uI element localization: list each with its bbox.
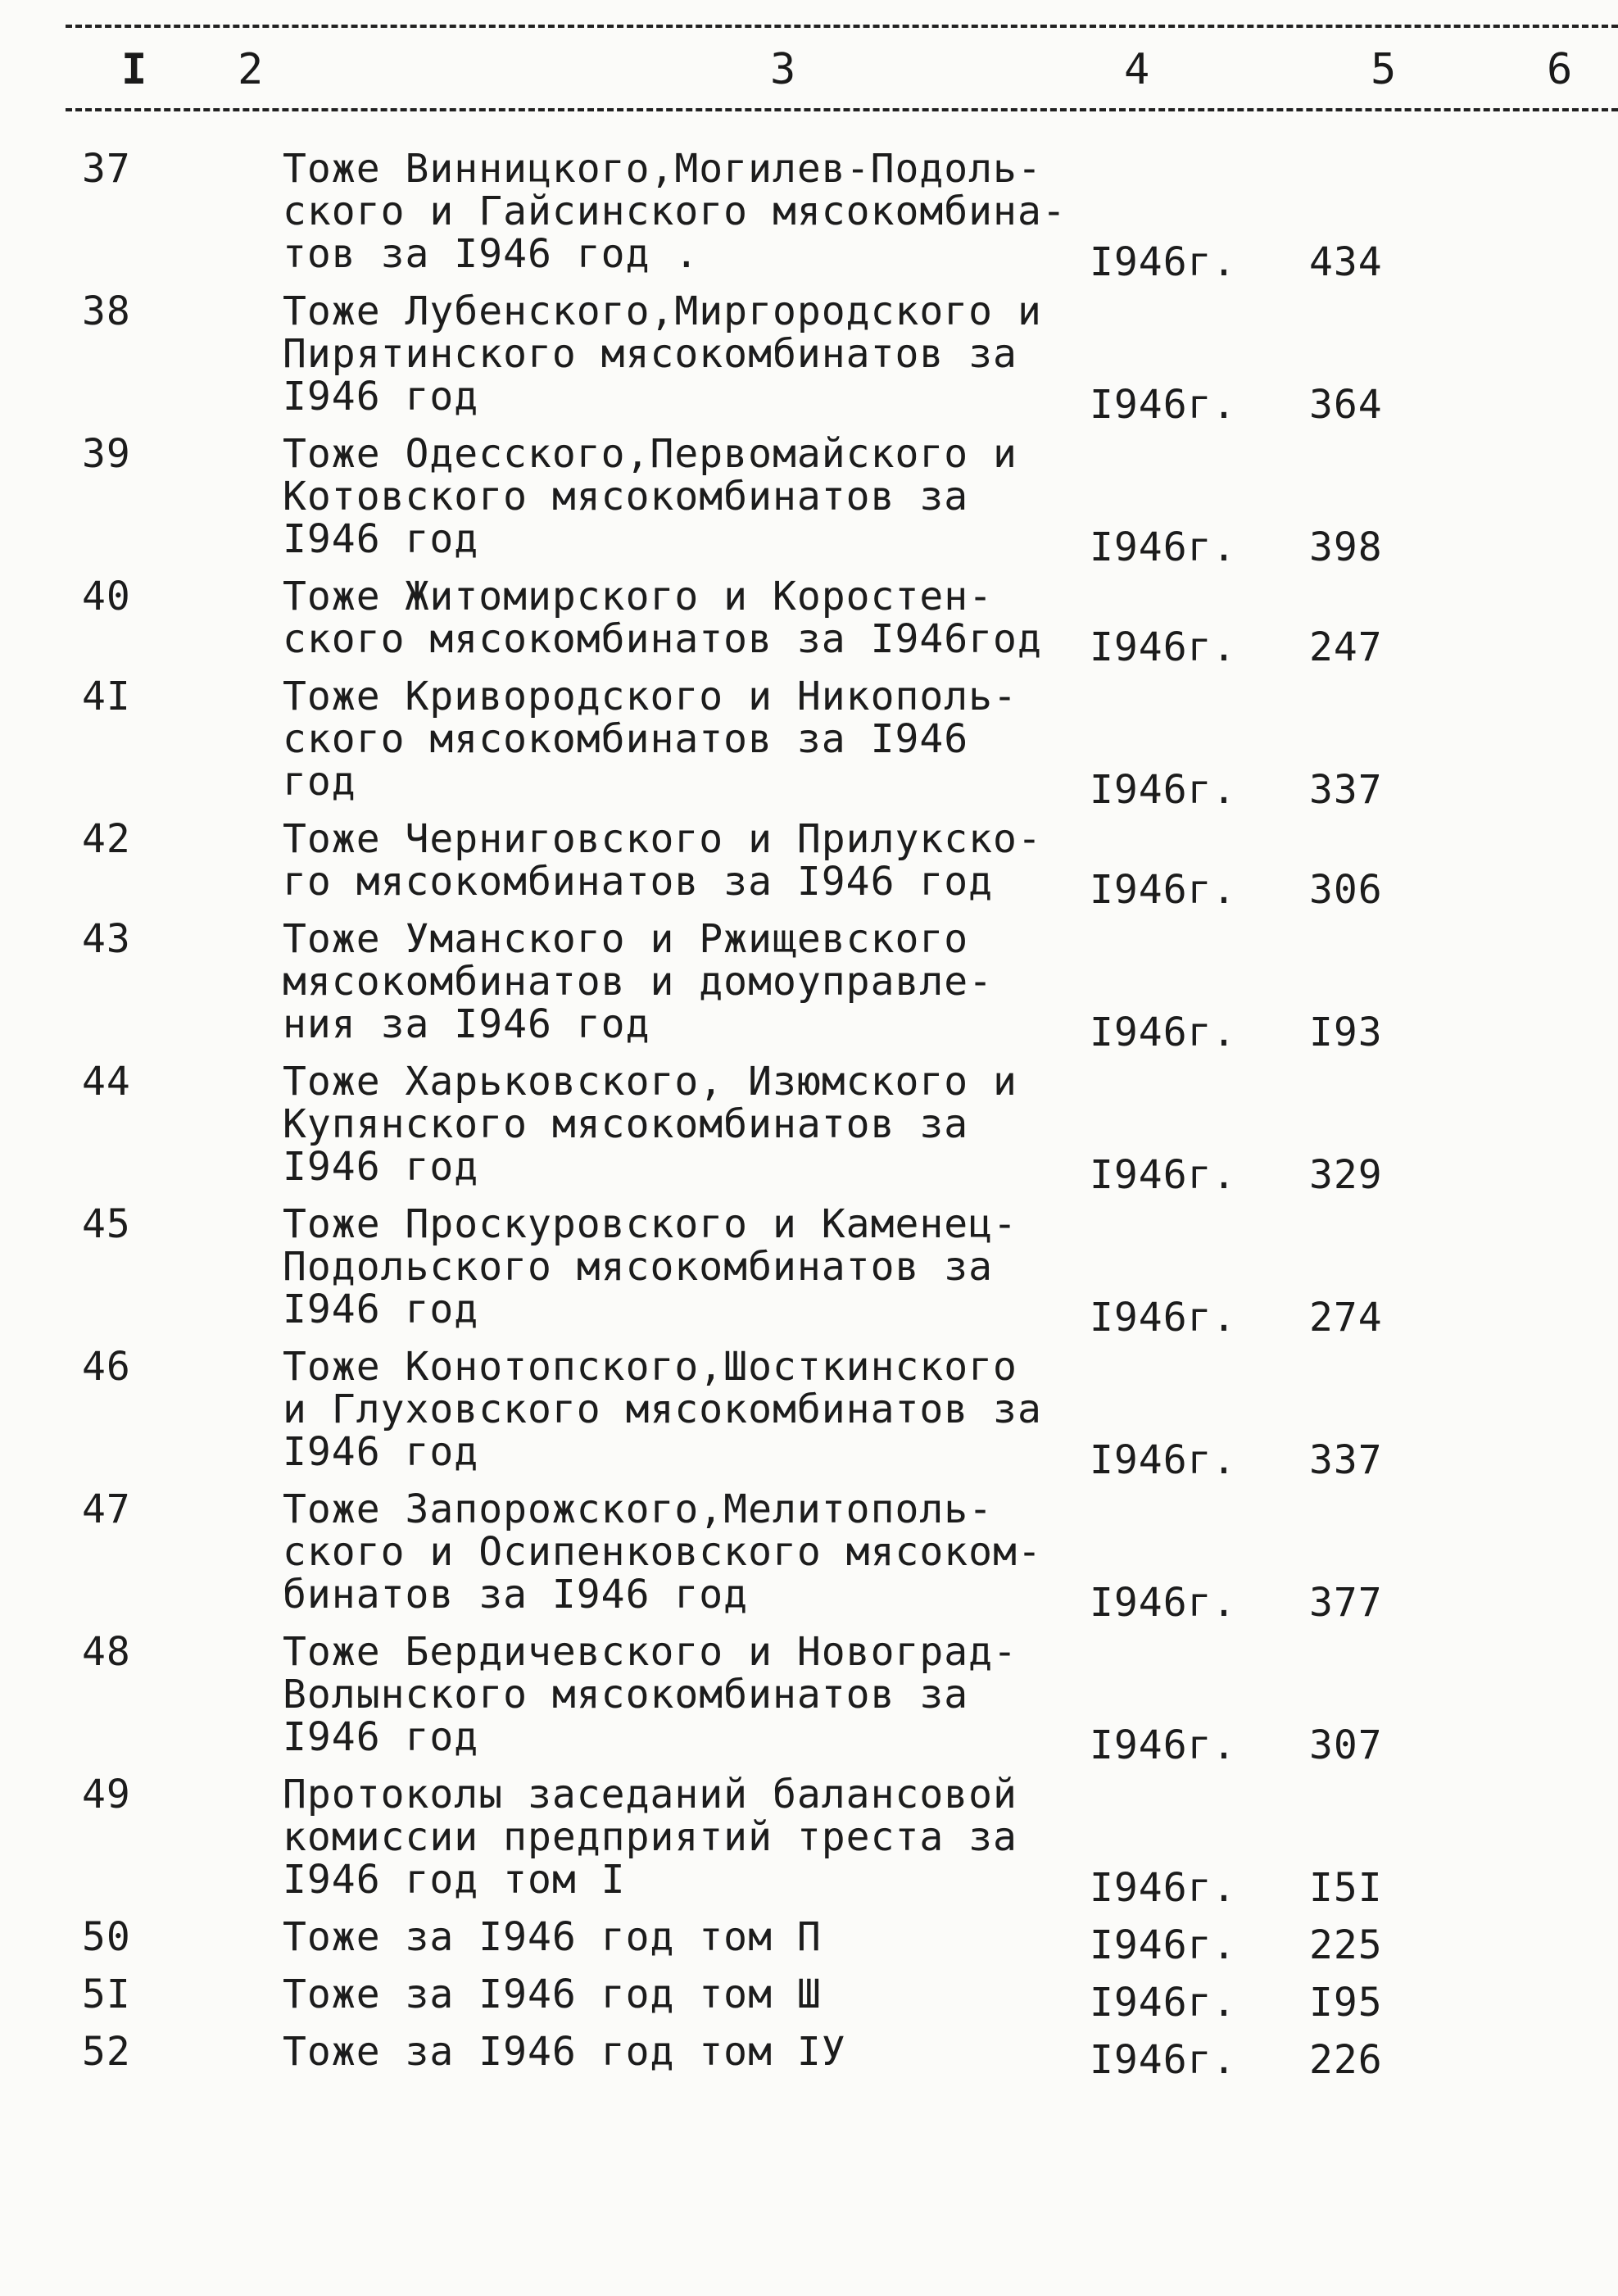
row-number: 50 (82, 1914, 131, 1960)
table-row (0, 1916, 1618, 1973)
row-date: I946г. (1090, 239, 1237, 285)
row-number: 4I (82, 674, 131, 719)
table-row (0, 918, 1618, 1060)
description-line: Тоже Запорожского,Мелитополь- (283, 1486, 994, 1532)
row-number: 49 (82, 1772, 131, 1817)
row-date: I946г. (1090, 382, 1237, 428)
row-sheet-count: I93 (1309, 1010, 1383, 1055)
row-number: 5I (82, 1972, 131, 2017)
description-line: тов за I946 год . (283, 231, 700, 277)
row-date: I946г. (1090, 1922, 1237, 1968)
description-line: Тоже Житомирского и Коростен- (283, 574, 994, 619)
row-description (283, 1631, 1102, 1758)
table-row (0, 1973, 1618, 2031)
column-header-4: 4 (1124, 45, 1150, 94)
table-row (0, 1203, 1618, 1345)
row-sheet-count: 337 (1309, 767, 1383, 813)
column-header-1: I (121, 45, 147, 94)
row-date: I946г. (1090, 2037, 1237, 2083)
row-date: I946г. (1090, 1010, 1237, 1055)
row-sheet-count: I5I (1309, 1865, 1383, 1911)
row-description (283, 290, 1102, 418)
table-row (0, 575, 1618, 675)
description-line: Тоже за I946 год том П (283, 1914, 822, 1960)
row-description (283, 147, 1102, 275)
row-description (283, 1488, 1102, 1616)
row-description (283, 1060, 1102, 1188)
description-line: год (283, 759, 356, 805)
column-header-2: 2 (238, 45, 264, 94)
row-sheet-count: 329 (1309, 1152, 1383, 1198)
row-number: 46 (82, 1344, 131, 1390)
description-line: Тоже Конотопского,Шосткинского (283, 1344, 1017, 1390)
row-sheet-count: 247 (1309, 624, 1383, 670)
row-sheet-count: 364 (1309, 382, 1383, 428)
row-date: I946г. (1090, 1865, 1237, 1911)
row-description (283, 2031, 1102, 2073)
description-line: I946 год том I (283, 1857, 626, 1903)
row-number: 52 (82, 2029, 131, 2075)
row-date: I946г. (1090, 624, 1237, 670)
description-line: I946 год (283, 516, 479, 562)
table-row (0, 1345, 1618, 1488)
row-sheet-count: 307 (1309, 1722, 1383, 1768)
description-line: го мясокомбинатов за I946 год (283, 859, 994, 905)
row-number: 40 (82, 574, 131, 619)
table-row (0, 433, 1618, 575)
table-row (0, 675, 1618, 818)
row-sheet-count: 337 (1309, 1437, 1383, 1483)
column-header-5: 5 (1371, 45, 1397, 94)
row-date: I946г. (1090, 767, 1237, 813)
description-line: Протоколы заседаний балансовой (283, 1772, 1017, 1817)
table-row (0, 290, 1618, 433)
row-number: 47 (82, 1486, 131, 1532)
table-row (0, 1631, 1618, 1773)
row-sheet-count: 306 (1309, 867, 1383, 913)
description-line: комиссии предприятий треста за (283, 1814, 1017, 1860)
description-line: Тоже за I946 год том Ш (283, 1972, 822, 2017)
row-description (283, 918, 1102, 1046)
description-line: ния за I946 год (283, 1001, 650, 1047)
row-sheet-count: I95 (1309, 1980, 1383, 2026)
inventory-list (0, 147, 1618, 2088)
description-line: Тоже Черниговского и Прилукско- (283, 816, 1042, 862)
description-line: Тоже Уманского и Ржищевского (283, 916, 969, 962)
row-date: I946г. (1090, 1437, 1237, 1483)
row-number: 38 (82, 288, 131, 334)
row-description (283, 1916, 1102, 1958)
description-line: Купянского мясокомбинатов за (283, 1101, 969, 1147)
table-row (0, 1488, 1618, 1631)
row-number: 45 (82, 1201, 131, 1247)
row-sheet-count: 226 (1309, 2037, 1383, 2083)
table-row (0, 147, 1618, 290)
description-line: Тоже Кривородского и Никополь- (283, 674, 1017, 719)
row-description (283, 675, 1102, 803)
description-line: I946 год (283, 1144, 479, 1190)
description-line: I946 год (283, 1714, 479, 1760)
row-number: 39 (82, 431, 131, 477)
row-date: I946г. (1090, 1295, 1237, 1341)
table-row (0, 1773, 1618, 1916)
description-line: Котовского мясокомбинатов за (283, 474, 969, 520)
row-description (283, 433, 1102, 560)
row-sheet-count: 274 (1309, 1295, 1383, 1341)
row-number: 48 (82, 1629, 131, 1675)
row-number: 37 (82, 146, 131, 192)
row-number: 42 (82, 816, 131, 862)
header-bottom-rule (66, 108, 1618, 111)
description-line: Тоже Винницкого,Могилев-Подоль- (283, 146, 1042, 192)
row-description (283, 1773, 1102, 1901)
row-number: 43 (82, 916, 131, 962)
description-line: Тоже Харьковского, Изюмского и (283, 1059, 1017, 1105)
row-description (283, 575, 1102, 660)
row-date: I946г. (1090, 1580, 1237, 1626)
description-line: Тоже Бердичевского и Новоград- (283, 1629, 1017, 1675)
description-line: Тоже Проскуровского и Каменец- (283, 1201, 1017, 1247)
description-line: Волынского мясокомбинатов за (283, 1672, 969, 1717)
description-line: бинатов за I946 год (283, 1572, 749, 1618)
description-line: Тоже за I946 год том IУ (283, 2029, 846, 2075)
column-header-3: 3 (770, 45, 796, 94)
description-line: и Глуховского мясокомбинатов за (283, 1386, 1042, 1432)
row-sheet-count: 377 (1309, 1580, 1383, 1626)
row-description (283, 1973, 1102, 2016)
table-row (0, 2031, 1618, 2088)
row-date: I946г. (1090, 1152, 1237, 1198)
description-line: Пирятинского мясокомбинатов за (283, 331, 1017, 377)
row-sheet-count: 225 (1309, 1922, 1383, 1968)
description-line: ского и Осипенковского мясоком- (283, 1529, 1042, 1575)
row-description (283, 1203, 1102, 1331)
row-date: I946г. (1090, 1722, 1237, 1768)
row-sheet-count: 434 (1309, 239, 1383, 285)
description-line: ского мясокомбинатов за I946 (283, 716, 969, 762)
column-header-6: 6 (1547, 45, 1573, 94)
row-date: I946г. (1090, 524, 1237, 570)
description-line: мясокомбинатов и домоуправле- (283, 959, 994, 1005)
row-description (283, 818, 1102, 903)
table-row (0, 1060, 1618, 1203)
description-line: Тоже Лубенского,Миргородского и (283, 288, 1042, 334)
row-date: I946г. (1090, 1980, 1237, 2026)
description-line: I946 год (283, 374, 479, 420)
description-line: I946 год (283, 1286, 479, 1332)
row-description (283, 1345, 1102, 1473)
table-row (0, 818, 1618, 918)
header-top-rule (66, 25, 1618, 28)
description-line: ского и Гайсинского мясокомбина- (283, 188, 1067, 234)
row-sheet-count: 398 (1309, 524, 1383, 570)
description-line: Тоже Одесского,Первомайского и (283, 431, 1017, 477)
description-line: I946 год (283, 1429, 479, 1475)
row-number: 44 (82, 1059, 131, 1105)
row-date: I946г. (1090, 867, 1237, 913)
description-line: ского мясокомбинатов за I946год (283, 616, 1042, 662)
description-line: Подольского мясокомбинатов за (283, 1244, 994, 1290)
